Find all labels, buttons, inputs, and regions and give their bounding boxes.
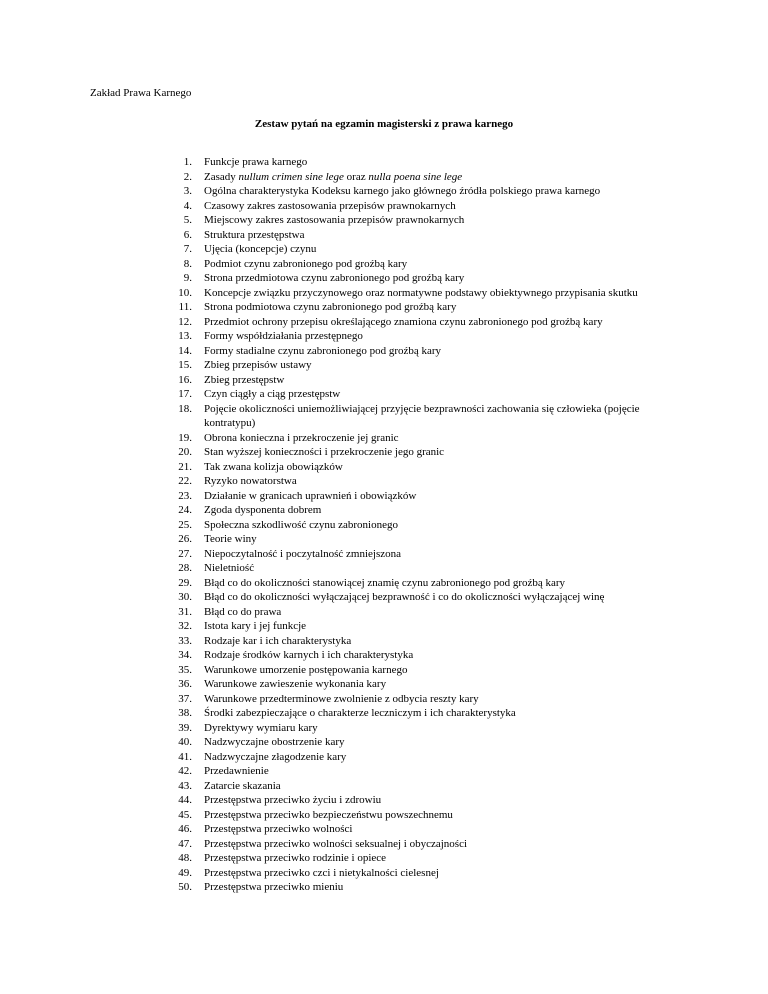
question-text: Błąd co do okoliczności stanowiącej znamię czynu zabronionego pod groźbą kary xyxy=(204,576,566,589)
question-number: 3. xyxy=(183,185,192,197)
question-item xyxy=(170,677,690,692)
question-number: 9. xyxy=(183,272,192,284)
question-item xyxy=(170,735,690,750)
question-number: 21. xyxy=(178,460,192,473)
question-number: 43. xyxy=(178,779,192,792)
question-text: Strona przedmiotowa czynu zabronionego pod groźbą kary xyxy=(204,272,465,284)
question-item xyxy=(170,503,690,518)
question-text-part: oraz xyxy=(343,170,369,183)
question-number: 20. xyxy=(178,446,192,458)
question-number: 37. xyxy=(178,692,192,705)
question-number: 23. xyxy=(178,489,192,502)
question-item xyxy=(170,837,690,852)
question-text: Zbieg przepisów ustawy xyxy=(204,359,312,371)
question-text: Obrona konieczna i przekroczenie jej granic xyxy=(204,431,399,444)
latin-maxim: nulla poena sine lege xyxy=(368,170,463,183)
question-text: Przestępstwa przeciwko bezpieczeństwu powszechnemu xyxy=(204,808,453,821)
question-text: Miejscowy zakres zastosowania przepisów prawnokarnych xyxy=(204,214,465,226)
question-text: Niepoczytalność i poczytalność zmniejszona xyxy=(204,547,402,560)
question-text: Koncepcje związku przyczynowego oraz normatywne podstawy obiektywnego przypisania skutku xyxy=(204,286,638,299)
question-number: 18. xyxy=(178,402,192,415)
question-number: 11. xyxy=(178,301,192,313)
question-item xyxy=(170,387,690,402)
question-item xyxy=(170,184,690,199)
question-number: 32. xyxy=(178,620,192,632)
question-number: 24. xyxy=(178,504,192,516)
question-number: 47. xyxy=(178,837,192,850)
question-text: Nieletniość xyxy=(204,562,255,574)
question-text: Podmiot czynu zabronionego pod groźbą kary xyxy=(204,257,408,270)
question-number: 40. xyxy=(178,736,192,748)
question-item xyxy=(170,445,690,460)
question-text: Przedmiot ochrony przepisu określającego znamiona czynu zabronionego pod groźbą kary xyxy=(204,315,603,328)
question-item xyxy=(170,590,690,605)
question-number: 33. xyxy=(178,634,192,647)
question-number: 19. xyxy=(178,431,192,444)
question-text: Przestępstwa przeciwko wolności xyxy=(204,823,353,835)
question-item xyxy=(170,373,690,388)
question-item xyxy=(170,474,690,489)
question-text: Zbieg przestępstw xyxy=(204,373,285,386)
department-name: Zakład Prawa Karnego xyxy=(90,87,192,99)
question-item xyxy=(170,300,690,315)
question-item xyxy=(170,213,690,228)
question-number: 29. xyxy=(178,576,192,589)
question-text: Formy współdziałania przestępnego xyxy=(204,330,363,342)
question-item xyxy=(170,576,690,591)
question-number: 41. xyxy=(178,750,192,763)
question-text: Warunkowe przedterminowe zwolnienie z odbycia reszty kary xyxy=(204,692,479,705)
question-item xyxy=(170,721,690,736)
question-text: Przestępstwa przeciwko wolności seksualnej i obyczajności xyxy=(204,837,468,850)
question-text: Czasowy zakres zastosowania przepisów prawnokarnych xyxy=(204,199,456,212)
question-item xyxy=(170,257,690,272)
question-number: 49. xyxy=(178,866,192,879)
question-number: 38. xyxy=(178,707,192,719)
question-text: Teorie winy xyxy=(204,533,257,545)
question-item xyxy=(170,402,690,431)
question-text: Działanie w granicach uprawnień i obowiązków xyxy=(204,489,417,502)
question-item xyxy=(170,750,690,765)
question-item xyxy=(170,228,690,243)
question-text: Środki zabezpieczające o charakterze leczniczym i ich charakterystyka xyxy=(204,707,516,719)
question-item xyxy=(170,286,690,301)
question-number: 14. xyxy=(178,344,192,357)
question-item xyxy=(170,547,690,562)
question-item xyxy=(170,344,690,359)
question-number: 2. xyxy=(183,170,192,183)
question-number: 8. xyxy=(183,257,192,270)
question-text: Ryzyko nowatorstwa xyxy=(204,475,297,487)
question-text: Warunkowe zawieszenie wykonania kary xyxy=(204,678,387,690)
question-text xyxy=(204,170,690,185)
question-number: 48. xyxy=(178,852,192,864)
question-number: 28. xyxy=(178,562,192,574)
question-text: Formy stadialne czynu zabronionego pod groźbą kary xyxy=(204,344,442,357)
question-text: Ujęcia (koncepcje) czynu xyxy=(204,243,317,255)
question-text: Społeczna szkodliwość czynu zabronionego xyxy=(204,518,398,531)
question-item xyxy=(170,619,690,634)
question-number: 16. xyxy=(178,373,192,386)
question-number: 1. xyxy=(183,156,192,168)
question-item xyxy=(170,561,690,576)
question-number: 31. xyxy=(178,605,192,618)
question-number: 34. xyxy=(178,649,192,661)
question-item xyxy=(170,170,690,185)
question-item xyxy=(170,634,690,649)
question-item xyxy=(170,605,690,620)
question-number: 25. xyxy=(178,518,192,531)
question-number: 42. xyxy=(178,765,192,777)
question-number: 26. xyxy=(178,533,192,545)
question-text: Warunkowe umorzenie postępowania karnego xyxy=(204,663,408,676)
question-number: 5. xyxy=(183,214,192,226)
question-number: 46. xyxy=(178,823,192,835)
question-text: Zatarcie skazania xyxy=(204,779,281,792)
question-item xyxy=(170,518,690,533)
question-item xyxy=(170,489,690,504)
question-text: Przedawnienie xyxy=(204,765,269,777)
question-number: 17. xyxy=(178,388,192,400)
question-number: 13. xyxy=(178,330,192,342)
question-item xyxy=(170,648,690,663)
question-list xyxy=(170,155,690,895)
question-text: Funkcje prawa karnego xyxy=(204,156,308,168)
question-text: Istota kary i jej funkcje xyxy=(204,620,307,632)
question-text: Stan wyższej konieczności i przekroczenie jego granic xyxy=(204,446,445,458)
question-item xyxy=(170,271,690,286)
question-item xyxy=(170,315,690,330)
question-number: 10. xyxy=(178,286,192,299)
question-item xyxy=(170,808,690,823)
question-item xyxy=(170,866,690,881)
document-title: Zestaw pytań na egzamin magisterski z prawa karnego xyxy=(254,118,514,130)
question-number: 35. xyxy=(178,663,192,676)
question-item xyxy=(170,460,690,475)
question-item xyxy=(170,779,690,794)
question-item xyxy=(170,692,690,707)
question-item xyxy=(170,242,690,257)
question-number: 44. xyxy=(178,794,192,806)
question-text: Błąd co do prawa xyxy=(204,605,282,618)
question-item xyxy=(170,155,690,170)
question-number: 15. xyxy=(178,359,192,371)
question-text: Tak zwana kolizja obowiązków xyxy=(204,460,343,473)
question-number: 22. xyxy=(178,475,192,487)
question-item xyxy=(170,764,690,779)
question-item xyxy=(170,851,690,866)
question-number: 4. xyxy=(183,199,192,212)
question-number: 30. xyxy=(178,591,192,603)
question-item xyxy=(170,358,690,373)
question-text: Przestępstwa przeciwko rodzinie i opiece xyxy=(204,852,387,864)
question-text: Rodzaje środków karnych i ich charakterystyka xyxy=(204,649,414,661)
question-text: Zgoda dysponenta dobrem xyxy=(204,504,322,516)
question-text: Pojęcie okoliczności uniemożliwiającej przyjęcie bezprawności zachowania się człowieka (pojęcie kontratypu) xyxy=(204,402,640,429)
question-text: Rodzaje kar i ich charakterystyka xyxy=(204,634,352,647)
question-text: Dyrektywy wymiaru kary xyxy=(204,721,318,734)
question-number: 36. xyxy=(178,678,192,690)
question-text: Ogólna charakterystyka Kodeksu karnego jako głównego źródła polskiego prawa karnego xyxy=(204,185,601,197)
latin-maxim: nullum crimen sine lege xyxy=(238,170,344,183)
question-number: 7. xyxy=(183,243,192,255)
question-number: 50. xyxy=(178,881,192,893)
question-number: 27. xyxy=(178,547,192,560)
question-text: Nadzwyczajne złagodzenie kary xyxy=(204,750,347,763)
question-number: 45. xyxy=(178,808,192,821)
question-item xyxy=(170,329,690,344)
question-item xyxy=(170,822,690,837)
question-text: Czyn ciągły a ciąg przestępstw xyxy=(204,388,341,400)
question-text: Struktura przestępstwa xyxy=(204,228,305,241)
question-item xyxy=(170,663,690,678)
question-number: 39. xyxy=(178,721,192,734)
question-item xyxy=(170,431,690,446)
question-number: 12. xyxy=(178,315,192,328)
question-number: 6. xyxy=(183,228,192,241)
question-text-part: Zasady xyxy=(204,170,239,183)
question-item xyxy=(170,880,690,895)
question-item xyxy=(170,532,690,547)
question-item xyxy=(170,706,690,721)
question-text: Przestępstwa przeciwko czci i nietykalności cielesnej xyxy=(204,866,439,879)
question-text: Błąd co do okoliczności wyłączającej bezprawność i co do okoliczności wyłączającej winę xyxy=(204,591,605,603)
question-text: Przestępstwa przeciwko życiu i zdrowiu xyxy=(204,794,382,806)
question-text: Przestępstwa przeciwko mieniu xyxy=(204,881,344,893)
question-text: Strona podmiotowa czynu zabronionego pod groźbą kary xyxy=(204,301,457,313)
question-item xyxy=(170,199,690,214)
question-item xyxy=(170,793,690,808)
question-text: Nadzwyczajne obostrzenie kary xyxy=(204,736,345,748)
